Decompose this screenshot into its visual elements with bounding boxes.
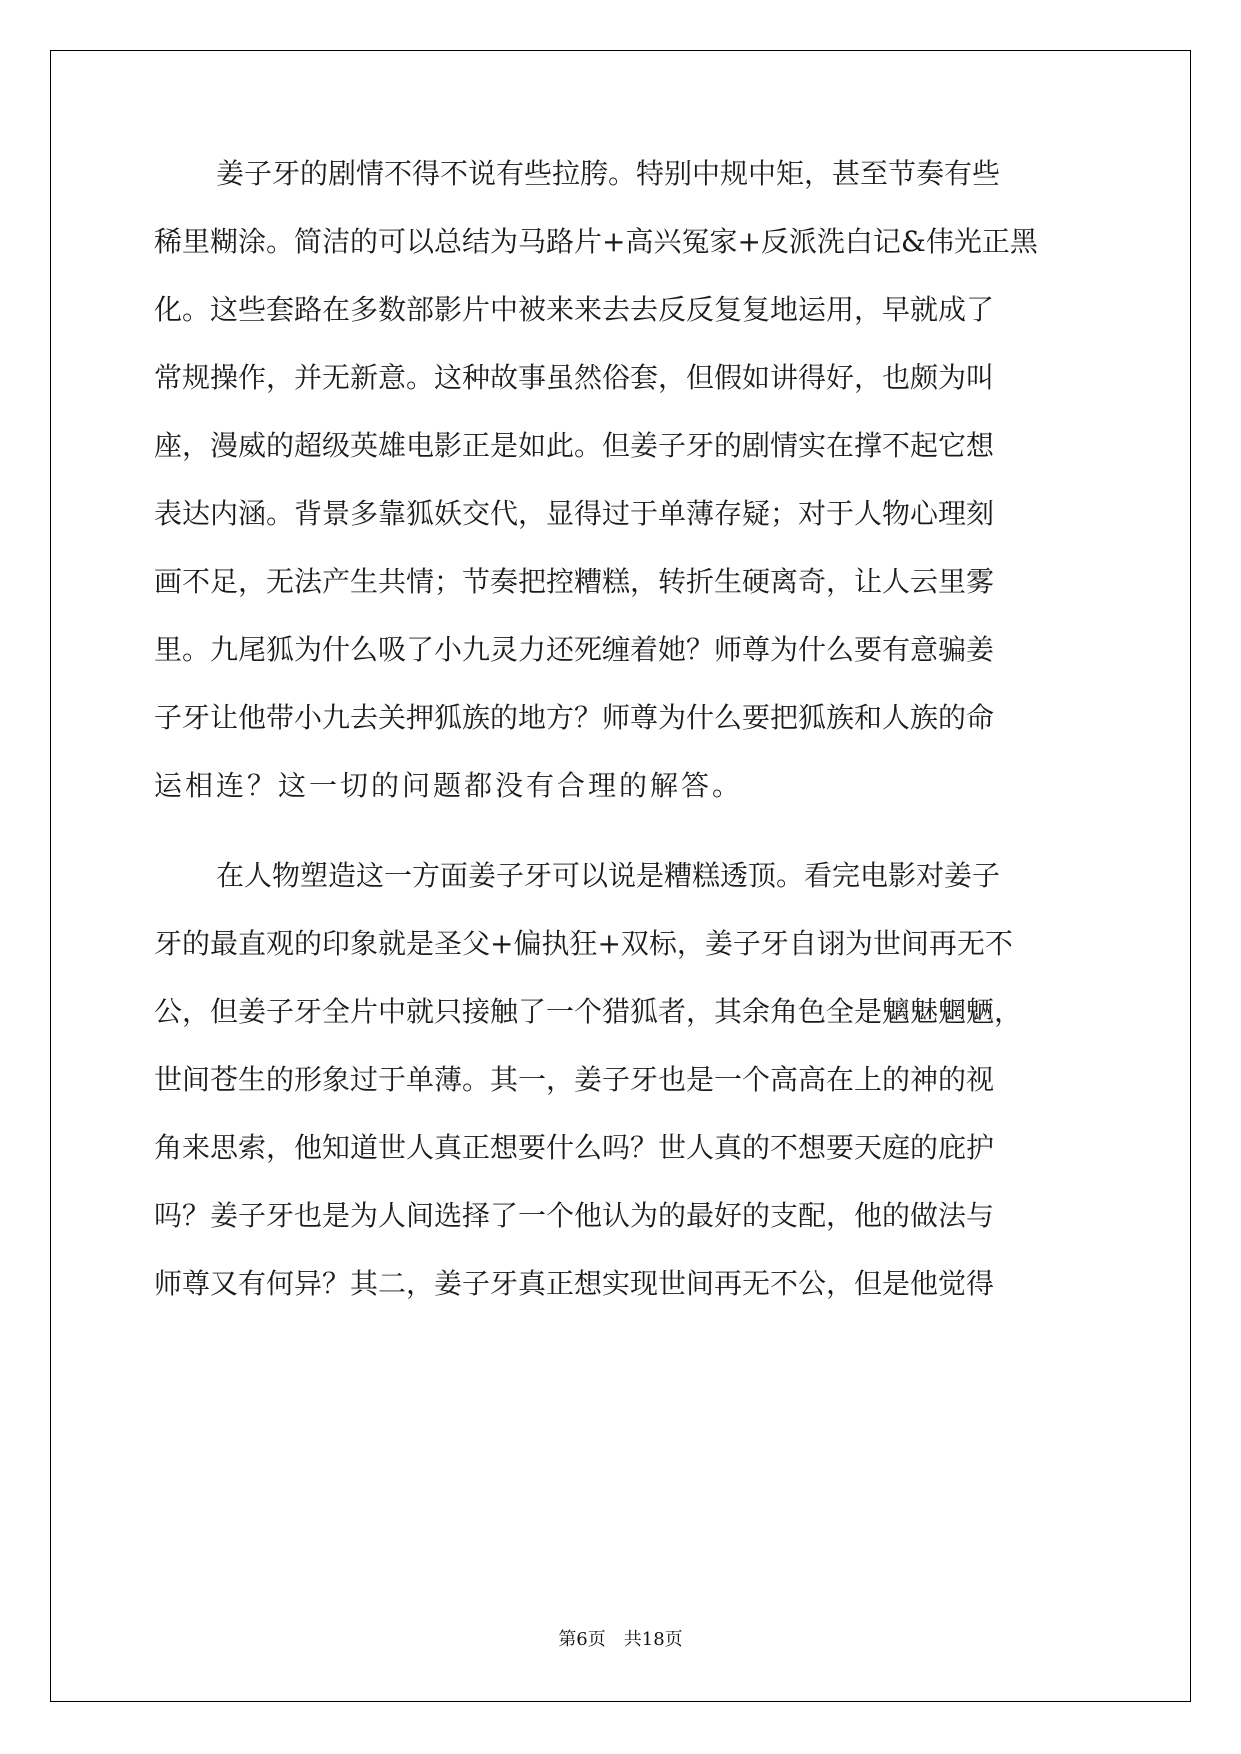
paragraph-2-line-1: 在人物塑造这一方面姜子牙可以说是糟糕透顶。看完电影对姜子	[216, 859, 1001, 892]
paragraph-1-line-9: 子牙让他带小九去关押狐族的地方？师尊为什么要把狐族和人族的命	[154, 701, 995, 734]
paragraph-2-line-2: 牙的最直观的印象就是圣父+偏执狂+双标，姜子牙自诩为世间再无不	[154, 927, 1013, 960]
paragraph-1-line-3: 化。这些套路在多数部影片中被来来去去反反复复地运用，早就成了	[154, 293, 995, 326]
paragraph-1-line-7: 画不足，无法产生共情；节奏把控糟糕，转折生硬离奇，让人云里雾	[154, 565, 995, 598]
paragraph-1-line-6: 表达内涵。背景多靠狐妖交代，显得过于单薄存疑；对于人物心理刻	[154, 497, 995, 530]
paragraph-1-line-5: 座，漫威的超级英雄电影正是如此。但姜子牙的剧情实在撑不起它想	[154, 429, 995, 462]
paragraph-2-line-5: 角来思索，他知道世人真正想要什么吗？世人真的不想要天庭的庇护	[154, 1131, 995, 1164]
paragraph-2-line-7: 师尊又有何异？其二，姜子牙真正想实现世间再无不公，但是他觉得	[154, 1267, 995, 1300]
paragraph-2-line-4: 世间苍生的形象过于单薄。其一，姜子牙也是一个高高在上的神的视	[154, 1063, 995, 1096]
page-number-footer: 第6页 共18页	[558, 1629, 683, 1650]
paragraph-1-line-10: 运相连？这一切的问题都没有合理的解答。	[154, 769, 744, 802]
paragraph-1-line-1: 姜子牙的剧情不得不说有些拉胯。特别中规中矩，甚至节奏有些	[216, 157, 1001, 190]
paragraph-2-line-6: 吗？姜子牙也是为人间选择了一个他认为的最好的支配，他的做法与	[154, 1199, 995, 1232]
paragraph-1-line-2: 稀里糊涂。简洁的可以总结为马路片+高兴冤家+反派洗白记&伟光正黑	[154, 225, 1038, 258]
paragraph-1-line-4: 常规操作，并无新意。这种故事虽然俗套，但假如讲得好，也颇为叫	[154, 361, 995, 394]
paragraph-2-line-3: 公，但姜子牙全片中就只接触了一个猎狐者，其余角色全是魑魅魍魉，	[154, 995, 1023, 1028]
paragraph-1-line-8: 里。九尾狐为什么吸了小九灵力还死缠着她？师尊为什么要有意骗姜	[154, 633, 995, 666]
